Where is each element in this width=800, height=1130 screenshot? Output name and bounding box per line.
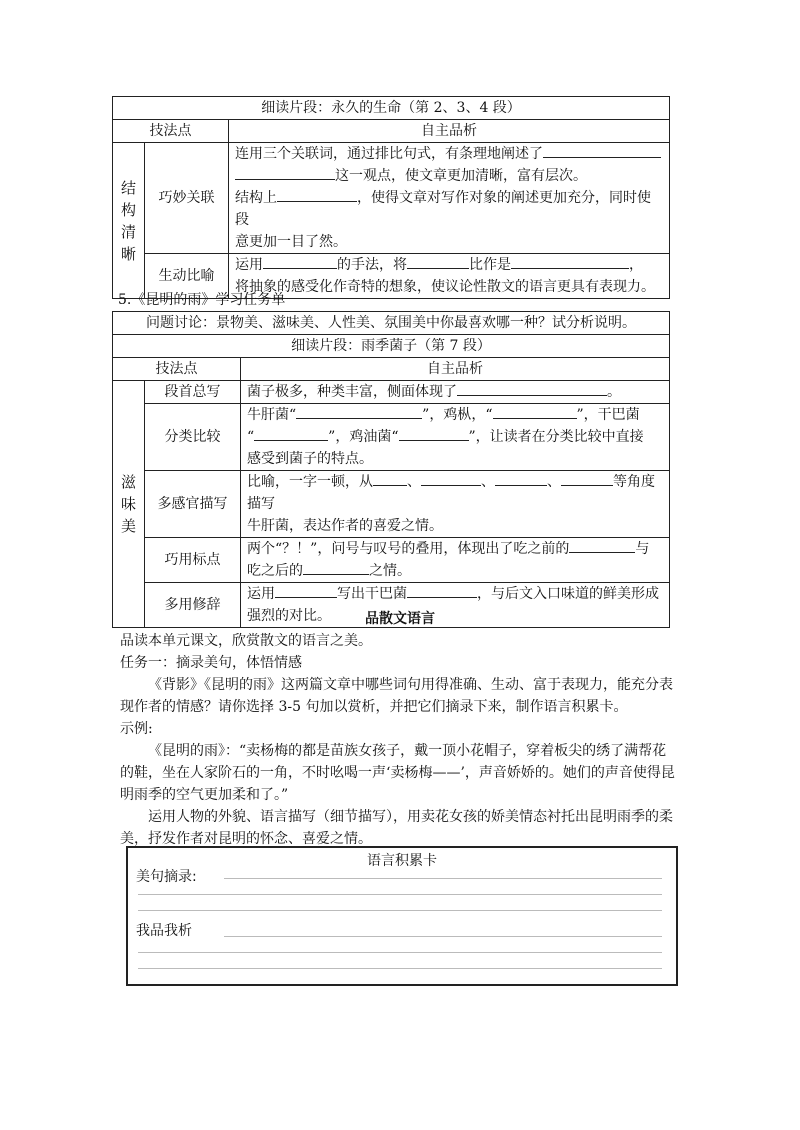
table1-technique-1: 巧妙关联 <box>145 143 229 254</box>
table2-analysis-1: 菌子极多，种类丰富，侧面体现了 。 <box>241 381 670 404</box>
table1-title: 细读片段：永久的生命（第 2、3、4 段） <box>113 97 670 120</box>
write-line[interactable] <box>138 952 662 953</box>
fill-blank[interactable] <box>457 381 607 396</box>
table2-analysis-2: 牛肝菌“ ”，鸡枞，“ ”，干巴菌 “ ”，鸡油菌“ ”，让读者在分类比较中直接 感受到菌子的特点。 <box>241 404 670 471</box>
example-analysis: 运用人物的外貌、语言描写（细节描写），用卖花女孩的娇美情态衬托出昆明雨季的柔美，抒发作者对昆明的怀念、喜爱之情。 <box>120 809 673 847</box>
table1-analysis-2: 运用 的手法，将 比作是 ， 将抽象的感受化作奇特的想象，使议论性散文的语言更具有表现力。 <box>229 254 670 299</box>
table2-technique-3: 多感官描写 <box>145 471 241 538</box>
write-line[interactable] <box>224 936 662 937</box>
fill-blank[interactable] <box>495 471 547 486</box>
fill-blank[interactable] <box>511 254 629 269</box>
write-line[interactable] <box>138 894 662 895</box>
task1-paragraph: 《背影》《昆明的雨》这两篇文章中哪些词句用得准确、生动、富于表现力，能充分表现作者的情感？请你选择 3-5 句加以赏析，并把它们摘录下来，制作语言积累卡。 <box>120 677 673 715</box>
fill-blank[interactable] <box>543 143 661 158</box>
fill-blank[interactable] <box>569 538 635 553</box>
table2-technique-4: 巧用标点 <box>145 538 241 583</box>
fill-blank[interactable] <box>277 187 357 202</box>
write-line[interactable] <box>138 910 662 911</box>
fill-blank[interactable] <box>373 471 407 486</box>
table2-technique-5: 多用修辞 <box>145 583 241 628</box>
table2-question: 问题讨论：景物美、滋味美、人性美、氛围美中你最喜欢哪一种？试分析说明。 <box>113 312 670 335</box>
analysis-table-2 <box>112 311 670 628</box>
section-title: 品散文语言 <box>365 611 435 627</box>
language-card <box>126 846 678 986</box>
table1-header-analysis: 自主品析 <box>229 120 670 143</box>
fill-blank[interactable] <box>235 165 335 180</box>
section5-heading: 5.《昆明的雨》学习任务单 <box>118 292 286 308</box>
card-label-excerpt: 美句摘录: <box>136 869 197 885</box>
table2-analysis-3: 比喻，一字一顿，从 、 、 、 等角度描写 牛肝菌，表达作者的喜爱之情。 <box>241 471 670 538</box>
task1-heading: 任务一：摘录美句，体悟情感 <box>120 655 302 671</box>
fill-blank[interactable] <box>254 426 328 441</box>
fill-blank[interactable] <box>561 471 613 486</box>
fill-blank[interactable] <box>407 583 477 598</box>
fill-blank[interactable] <box>399 426 469 441</box>
section-intro: 品读本单元课文，欣赏散文的语言之美。 <box>120 633 372 649</box>
fill-blank[interactable] <box>275 583 337 598</box>
fill-blank[interactable] <box>303 560 369 575</box>
write-line[interactable] <box>138 968 662 969</box>
card-title: 语言积累卡 <box>367 853 437 869</box>
table2-analysis-4: 两个“？！”，问号与叹号的叠用，体现出了吃之前的 与 吃之后的 之情。 <box>241 538 670 583</box>
table2-analysis-5: 运用 写出干巴菌 ，与后文入口味道的鲜美形成 强烈的对比。 <box>241 583 670 628</box>
fill-blank[interactable] <box>407 254 469 269</box>
table2-header-analysis: 自主品析 <box>241 358 670 381</box>
example-label: 示例: <box>120 721 153 737</box>
write-line[interactable] <box>224 878 662 879</box>
table2-technique-2: 分类比较 <box>145 404 241 471</box>
table1-header-technique: 技法点 <box>113 120 229 143</box>
table2-header-technique: 技法点 <box>113 358 241 381</box>
fill-blank[interactable] <box>421 471 481 486</box>
card-label-analysis: 我品我析 <box>136 923 192 939</box>
table2-title: 细读片段：雨季菌子（第 7 段） <box>113 335 670 358</box>
fill-blank[interactable] <box>493 404 577 419</box>
table1-group-label: 结 构 清 晰 <box>113 143 145 299</box>
fill-blank[interactable] <box>263 254 337 269</box>
table1-technique-2: 生动比喻 <box>145 254 229 299</box>
table1-analysis-1: 连用三个关联词，通过排比句式，有条理地阐述了 这一观点，使文章更加清晰，富有层次。 结构上 ，使得文章对写作对象的阐述更加充分，同时使段 意更加一目了然。 <box>229 143 670 254</box>
analysis-table-1 <box>112 96 670 299</box>
example-quote: 《昆明的雨》：“卖杨梅的都是苗族女孩子，戴一顶小花帽子，穿着板尖的绣了满帮花的鞋，坐在人家阶石的一角，不时吆喝一声‘卖杨梅——’，声音娇娇的。她们的声音使得昆明雨季的空气更加柔和了。” <box>120 743 675 803</box>
table2-group-label: 滋 味 美 <box>113 381 145 628</box>
table2-technique-1: 段首总写 <box>145 381 241 404</box>
fill-blank[interactable] <box>296 404 422 419</box>
